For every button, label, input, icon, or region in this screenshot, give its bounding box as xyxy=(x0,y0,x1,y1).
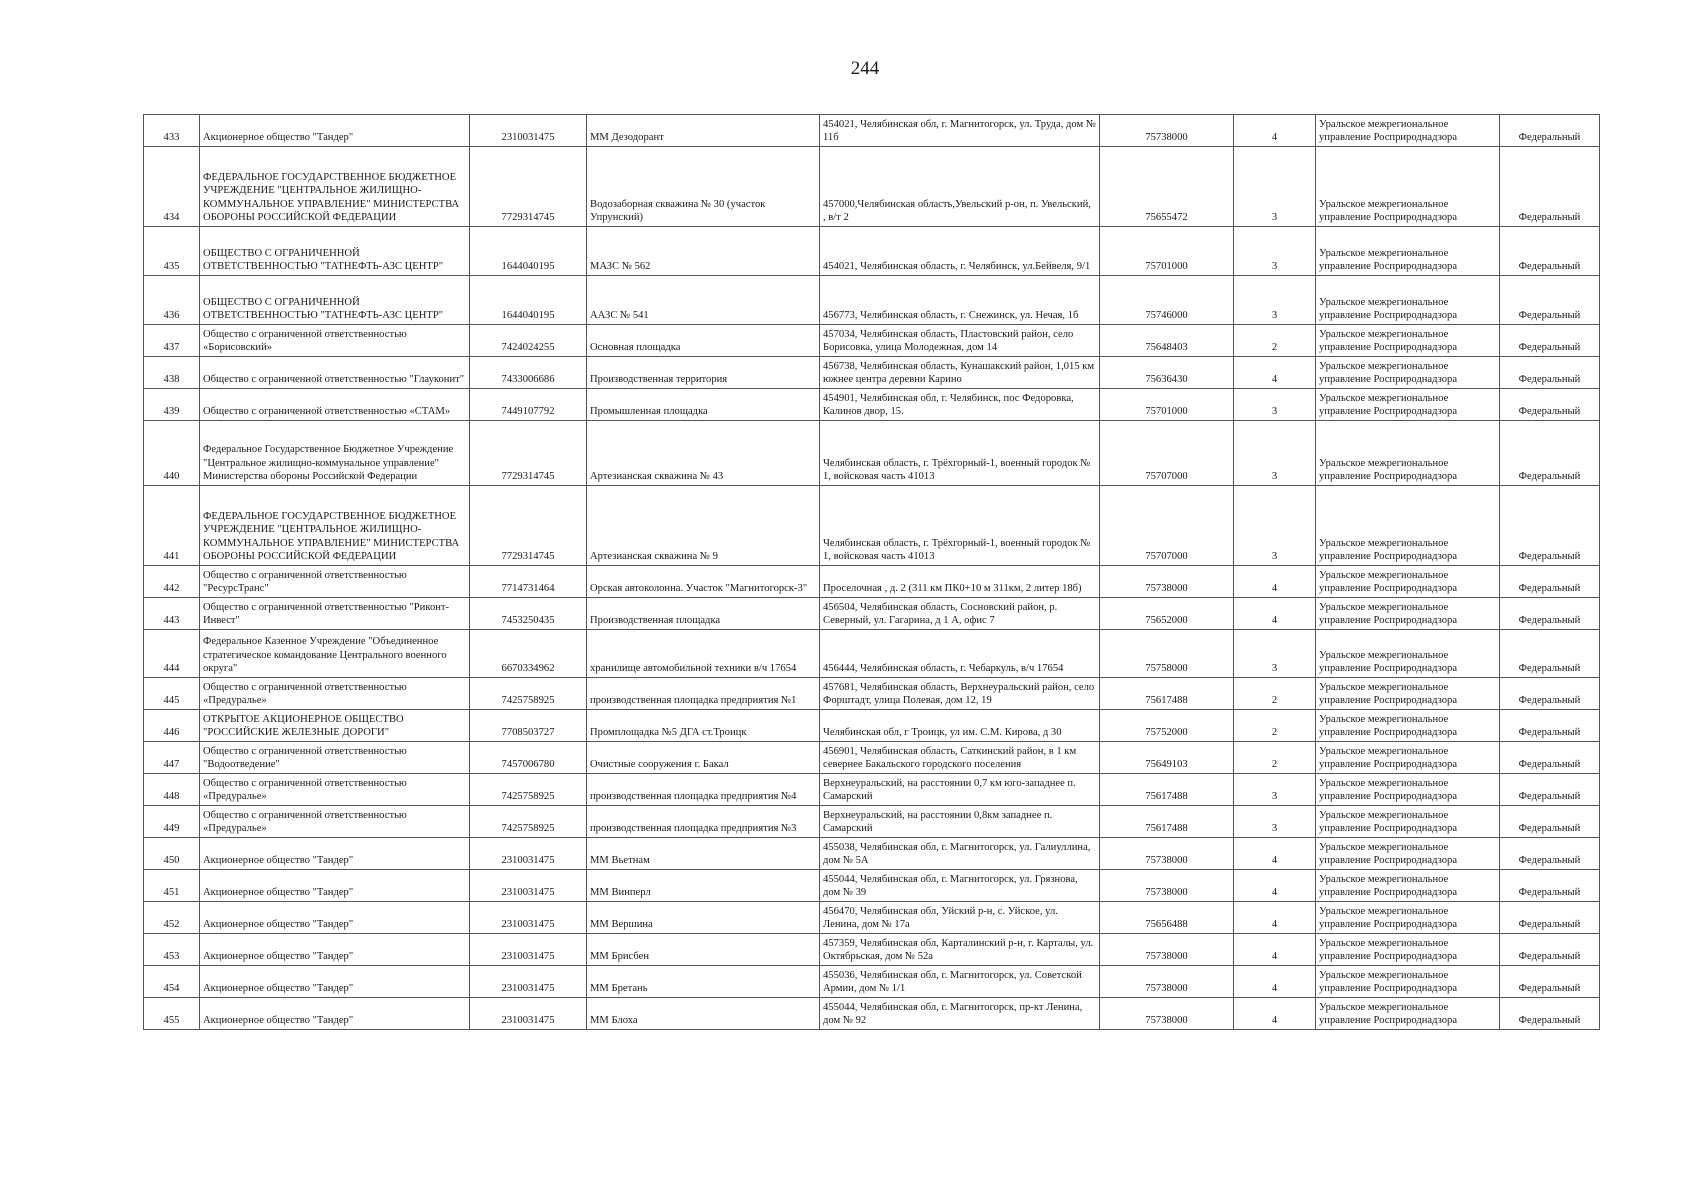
object-name: Промплощадка №5 ДГА ст.Троицк xyxy=(587,710,820,742)
oktmo-code: 75652000 xyxy=(1100,598,1234,630)
object-name: Производственная площадка xyxy=(587,598,820,630)
category: 4 xyxy=(1234,357,1316,389)
supervisory-authority: Уральское межрегиональное управление Росприроднадзора xyxy=(1316,742,1500,774)
oktmo-code: 75738000 xyxy=(1100,998,1234,1030)
table-row xyxy=(144,774,1600,806)
object-name: Основная площадка xyxy=(587,325,820,357)
oktmo-code: 75746000 xyxy=(1100,276,1234,325)
oktmo-code: 75648403 xyxy=(1100,325,1234,357)
supervisory-authority: Уральское межрегиональное управление Росприроднадзора xyxy=(1316,325,1500,357)
row-number: 435 xyxy=(144,227,200,276)
row-number: 439 xyxy=(144,389,200,421)
object-name: производственная площадка предприятия №4 xyxy=(587,774,820,806)
object-address: 457000,Челябинская область,Увельский р-он, п. Увельский, , в/т 2 xyxy=(820,147,1100,227)
registry-table xyxy=(143,114,1600,1030)
row-number: 438 xyxy=(144,357,200,389)
organization-name: ОБЩЕСТВО С ОГРАНИЧЕННОЙ ОТВЕТСТВЕННОСТЬЮ "ТАТНЕФТЬ-АЗС ЦЕНТР" xyxy=(200,276,470,325)
table-row xyxy=(144,838,1600,870)
oktmo-code: 75738000 xyxy=(1100,870,1234,902)
row-number: 436 xyxy=(144,276,200,325)
row-number: 441 xyxy=(144,486,200,566)
supervisory-authority: Уральское межрегиональное управление Росприроднадзора xyxy=(1316,389,1500,421)
table-row xyxy=(144,486,1600,566)
supervisory-authority: Уральское межрегиональное управление Росприроднадзора xyxy=(1316,147,1500,227)
organization-name: Акционерное общество "Тандер" xyxy=(200,966,470,998)
object-address: 456504, Челябинская область, Сосновский район, р. Северный, ул. Гагарина, д 1 А, офис 7 xyxy=(820,598,1100,630)
supervision-level: Федеральный xyxy=(1500,710,1600,742)
organization-name: Акционерное общество "Тандер" xyxy=(200,115,470,147)
row-number: 454 xyxy=(144,966,200,998)
table-row xyxy=(144,421,1600,486)
object-name: Водозаборная скважина № 30 (участок Упрунский) xyxy=(587,147,820,227)
supervision-level: Федеральный xyxy=(1500,325,1600,357)
supervision-level: Федеральный xyxy=(1500,486,1600,566)
organization-name: ОБЩЕСТВО С ОГРАНИЧЕННОЙ ОТВЕТСТВЕННОСТЬЮ "ТАТНЕФТЬ-АЗС ЦЕНТР" xyxy=(200,227,470,276)
supervisory-authority: Уральское межрегиональное управление Росприроднадзора xyxy=(1316,227,1500,276)
row-number: 445 xyxy=(144,678,200,710)
oktmo-code: 75738000 xyxy=(1100,966,1234,998)
table-row xyxy=(144,934,1600,966)
organization-name: Общество с ограниченной ответственностью "Водоотведение" xyxy=(200,742,470,774)
object-address: 454021, Челябинская обл, г. Магнитогорск, ул. Труда, дом № 11б xyxy=(820,115,1100,147)
supervisory-authority: Уральское межрегиональное управление Росприроднадзора xyxy=(1316,710,1500,742)
oktmo-code: 75701000 xyxy=(1100,227,1234,276)
category: 3 xyxy=(1234,806,1316,838)
inn: 7457006780 xyxy=(470,742,587,774)
inn: 2310031475 xyxy=(470,966,587,998)
table-row xyxy=(144,678,1600,710)
object-name: хранилище автомобильной техники в/ч 17654 xyxy=(587,630,820,678)
supervisory-authority: Уральское межрегиональное управление Росприроднадзора xyxy=(1316,806,1500,838)
row-number: 453 xyxy=(144,934,200,966)
supervisory-authority: Уральское межрегиональное управление Росприроднадзора xyxy=(1316,870,1500,902)
organization-name: Общество с ограниченной ответственностью "Глауконит" xyxy=(200,357,470,389)
supervision-level: Федеральный xyxy=(1500,838,1600,870)
supervision-level: Федеральный xyxy=(1500,389,1600,421)
category: 3 xyxy=(1234,421,1316,486)
object-address: 456470, Челябинская обл, Уйский р-н, с. Уйское, ул. Ленина, дом № 17а xyxy=(820,902,1100,934)
category: 4 xyxy=(1234,870,1316,902)
supervision-level: Федеральный xyxy=(1500,774,1600,806)
object-address: 457681, Челябинская область, Верхнеуральский район, село Форштадт, улица Полевая, дом 12, 19 xyxy=(820,678,1100,710)
category: 4 xyxy=(1234,998,1316,1030)
category: 3 xyxy=(1234,227,1316,276)
object-address: 455044, Челябинская обл, г. Магнитогорск, ул. Грязнова, дом № 39 xyxy=(820,870,1100,902)
oktmo-code: 75707000 xyxy=(1100,421,1234,486)
supervision-level: Федеральный xyxy=(1500,598,1600,630)
oktmo-code: 75707000 xyxy=(1100,486,1234,566)
organization-name: Общество с ограниченной ответственностью «Борисовский» xyxy=(200,325,470,357)
supervisory-authority: Уральское межрегиональное управление Росприроднадзора xyxy=(1316,998,1500,1030)
category: 4 xyxy=(1234,902,1316,934)
object-name: МАЗС № 562 xyxy=(587,227,820,276)
object-name: Артезианская скважина № 9 xyxy=(587,486,820,566)
object-address: 456901, Челябинская область, Саткинский район, в 1 км севернее Бакальского городского поселения xyxy=(820,742,1100,774)
table-row xyxy=(144,227,1600,276)
inn: 2310031475 xyxy=(470,902,587,934)
organization-name: Акционерное общество "Тандер" xyxy=(200,998,470,1030)
oktmo-code: 75617488 xyxy=(1100,806,1234,838)
organization-name: Акционерное общество "Тандер" xyxy=(200,902,470,934)
inn: 7425758925 xyxy=(470,806,587,838)
row-number: 434 xyxy=(144,147,200,227)
row-number: 449 xyxy=(144,806,200,838)
row-number: 455 xyxy=(144,998,200,1030)
row-number: 448 xyxy=(144,774,200,806)
object-name: ММ Бретань xyxy=(587,966,820,998)
oktmo-code: 75656488 xyxy=(1100,902,1234,934)
inn: 7425758925 xyxy=(470,678,587,710)
table-row xyxy=(144,389,1600,421)
category: 4 xyxy=(1234,566,1316,598)
object-name: ММ Брисбен xyxy=(587,934,820,966)
oktmo-code: 75617488 xyxy=(1100,678,1234,710)
organization-name: Акционерное общество "Тандер" xyxy=(200,870,470,902)
category: 2 xyxy=(1234,710,1316,742)
row-number: 450 xyxy=(144,838,200,870)
oktmo-code: 75738000 xyxy=(1100,934,1234,966)
supervision-level: Федеральный xyxy=(1500,357,1600,389)
oktmo-code: 75738000 xyxy=(1100,566,1234,598)
object-name: ММ Дезодорант xyxy=(587,115,820,147)
organization-name: Акционерное общество "Тандер" xyxy=(200,838,470,870)
supervision-level: Федеральный xyxy=(1500,678,1600,710)
supervisory-authority: Уральское межрегиональное управление Росприроднадзора xyxy=(1316,115,1500,147)
supervision-level: Федеральный xyxy=(1500,630,1600,678)
inn: 7708503727 xyxy=(470,710,587,742)
organization-name: Общество с ограниченной ответственностью «Предуралье» xyxy=(200,774,470,806)
object-address: Проселочная , д. 2 (311 км ПК0+10 м 311км, 2 литер 18б) xyxy=(820,566,1100,598)
supervision-level: Федеральный xyxy=(1500,870,1600,902)
object-address: 456738, Челябинская область, Кунашакский район, 1,015 км южнее центра деревни Карино xyxy=(820,357,1100,389)
row-number: 442 xyxy=(144,566,200,598)
inn: 7729314745 xyxy=(470,486,587,566)
table-row xyxy=(144,566,1600,598)
supervisory-authority: Уральское межрегиональное управление Росприроднадзора xyxy=(1316,486,1500,566)
object-name: ММ Вершина xyxy=(587,902,820,934)
row-number: 451 xyxy=(144,870,200,902)
inn: 2310031475 xyxy=(470,998,587,1030)
object-name: Производственная территория xyxy=(587,357,820,389)
organization-name: ОТКРЫТОЕ АКЦИОНЕРНОЕ ОБЩЕСТВО "РОССИЙСКИЕ ЖЕЛЕЗНЫЕ ДОРОГИ" xyxy=(200,710,470,742)
row-number: 447 xyxy=(144,742,200,774)
object-name: Орская автоколонна. Участок "Магнитогорск-3" xyxy=(587,566,820,598)
object-name: Промышленная площадка xyxy=(587,389,820,421)
category: 2 xyxy=(1234,325,1316,357)
supervision-level: Федеральный xyxy=(1500,421,1600,486)
object-address: Челябинская обл, г Троицк, ул им. С.М. Кирова, д 30 xyxy=(820,710,1100,742)
object-address: 454021, Челябинская область, г. Челябинск, ул.Бейвеля, 9/1 xyxy=(820,227,1100,276)
inn: 6670334962 xyxy=(470,630,587,678)
object-address: 456773, Челябинская область, г. Снежинск, ул. Нечая, 1б xyxy=(820,276,1100,325)
object-address: 454901, Челябинская обл, г. Челябинск, пос Федоровка, Калинов двор, 15. xyxy=(820,389,1100,421)
supervision-level: Федеральный xyxy=(1500,934,1600,966)
inn: 7714731464 xyxy=(470,566,587,598)
supervisory-authority: Уральское межрегиональное управление Росприроднадзора xyxy=(1316,966,1500,998)
table-row xyxy=(144,806,1600,838)
inn: 2310031475 xyxy=(470,115,587,147)
supervisory-authority: Уральское межрегиональное управление Росприроднадзора xyxy=(1316,357,1500,389)
category: 4 xyxy=(1234,838,1316,870)
category: 4 xyxy=(1234,598,1316,630)
table-row xyxy=(144,710,1600,742)
supervisory-authority: Уральское межрегиональное управление Росприроднадзора xyxy=(1316,838,1500,870)
supervision-level: Федеральный xyxy=(1500,742,1600,774)
row-number: 443 xyxy=(144,598,200,630)
organization-name: Акционерное общество "Тандер" xyxy=(200,934,470,966)
table-row xyxy=(144,966,1600,998)
object-name: производственная площадка предприятия №3 xyxy=(587,806,820,838)
table-row xyxy=(144,902,1600,934)
supervisory-authority: Уральское межрегиональное управление Росприроднадзора xyxy=(1316,678,1500,710)
object-address: 455036, Челябинская обл, г. Магнитогорск, ул. Советской Армии, дом № 1/1 xyxy=(820,966,1100,998)
supervision-level: Федеральный xyxy=(1500,902,1600,934)
supervision-level: Федеральный xyxy=(1500,806,1600,838)
supervision-level: Федеральный xyxy=(1500,115,1600,147)
supervision-level: Федеральный xyxy=(1500,966,1600,998)
row-number: 452 xyxy=(144,902,200,934)
organization-name: ФЕДЕРАЛЬНОЕ ГОСУДАРСТВЕННОЕ БЮДЖЕТНОЕ УЧРЕЖДЕНИЕ "ЦЕНТРАЛЬНОЕ ЖИЛИЩНО-КОММУНАЛЬНОЕ УПРАВЛЕНИЕ" МИНИСТЕРСТВА ОБОРОНЫ РОССИЙСКОЙ ФЕДЕРАЦИИ xyxy=(200,147,470,227)
oktmo-code: 75752000 xyxy=(1100,710,1234,742)
organization-name: Федеральное Казенное Учреждение "Объединенное стратегическое командование Центрального военного округа" xyxy=(200,630,470,678)
oktmo-code: 75758000 xyxy=(1100,630,1234,678)
inn: 7425758925 xyxy=(470,774,587,806)
supervisory-authority: Уральское межрегиональное управление Росприроднадзора xyxy=(1316,421,1500,486)
table-row xyxy=(144,998,1600,1030)
row-number: 444 xyxy=(144,630,200,678)
table-row xyxy=(144,357,1600,389)
category: 3 xyxy=(1234,486,1316,566)
object-name: ММ Блоха xyxy=(587,998,820,1030)
inn: 2310031475 xyxy=(470,934,587,966)
category: 3 xyxy=(1234,147,1316,227)
oktmo-code: 75617488 xyxy=(1100,774,1234,806)
oktmo-code: 75636430 xyxy=(1100,357,1234,389)
inn: 7449107792 xyxy=(470,389,587,421)
row-number: 440 xyxy=(144,421,200,486)
inn: 7729314745 xyxy=(470,147,587,227)
oktmo-code: 75701000 xyxy=(1100,389,1234,421)
table-row xyxy=(144,742,1600,774)
supervision-level: Федеральный xyxy=(1500,276,1600,325)
table-row xyxy=(144,115,1600,147)
organization-name: Общество с ограниченной ответственностью «Предуралье» xyxy=(200,678,470,710)
object-name: ММ Вьетнам xyxy=(587,838,820,870)
inn: 2310031475 xyxy=(470,838,587,870)
table-row xyxy=(144,870,1600,902)
object-address: Челябинская область, г. Трёхгорный-1, военный городок № 1, войсковая часть 41013 xyxy=(820,421,1100,486)
table-row xyxy=(144,276,1600,325)
category: 3 xyxy=(1234,774,1316,806)
row-number: 433 xyxy=(144,115,200,147)
supervisory-authority: Уральское межрегиональное управление Росприроднадзора xyxy=(1316,774,1500,806)
row-number: 437 xyxy=(144,325,200,357)
supervision-level: Федеральный xyxy=(1500,227,1600,276)
supervisory-authority: Уральское межрегиональное управление Росприроднадзора xyxy=(1316,630,1500,678)
table-row xyxy=(144,147,1600,227)
inn: 1644040195 xyxy=(470,227,587,276)
table-row xyxy=(144,598,1600,630)
organization-name: Общество с ограниченной ответственностью "Риконт-Инвест" xyxy=(200,598,470,630)
inn: 1644040195 xyxy=(470,276,587,325)
object-address: Верхнеуральский, на расстоянии 0,7 км юго-западнее п. Самарский xyxy=(820,774,1100,806)
object-address: 457359, Челябинская обл, Карталинский р-н, г. Карталы, ул. Октябрьская, дом № 52а xyxy=(820,934,1100,966)
oktmo-code: 75738000 xyxy=(1100,115,1234,147)
supervisory-authority: Уральское межрегиональное управление Росприроднадзора xyxy=(1316,276,1500,325)
object-name: производственная площадка предприятия №1 xyxy=(587,678,820,710)
oktmo-code: 75738000 xyxy=(1100,838,1234,870)
object-name: Артезианская скважина № 43 xyxy=(587,421,820,486)
inn: 7433006686 xyxy=(470,357,587,389)
organization-name: Общество с ограниченной ответственностью "РесурсТранс" xyxy=(200,566,470,598)
organization-name: ФЕДЕРАЛЬНОЕ ГОСУДАРСТВЕННОЕ БЮДЖЕТНОЕ УЧРЕЖДЕНИЕ "ЦЕНТРАЛЬНОЕ ЖИЛИЩНО-КОММУНАЛЬНОЕ УПРАВЛЕНИЕ" МИНИСТЕРСТВА ОБОРОНЫ РОССИЙСКОЙ ФЕДЕРАЦИИ xyxy=(200,486,470,566)
organization-name: Общество с ограниченной ответственностью «СТАМ» xyxy=(200,389,470,421)
object-address: 456444, Челябинская область, г. Чебаркуль, в/ч 17654 xyxy=(820,630,1100,678)
registry-rows xyxy=(144,115,1600,1030)
inn: 7424024255 xyxy=(470,325,587,357)
supervision-level: Федеральный xyxy=(1500,998,1600,1030)
object-address: 455038, Челябинская обл, г. Магнитогорск, ул. Галиуллина, дом № 5А xyxy=(820,838,1100,870)
object-name: Очистные сооружения г. Бакал xyxy=(587,742,820,774)
organization-name: Общество с ограниченной ответственностью «Предуралье» xyxy=(200,806,470,838)
object-name: ААЗС № 541 xyxy=(587,276,820,325)
supervision-level: Федеральный xyxy=(1500,147,1600,227)
page-number: 244 xyxy=(850,58,880,79)
category: 2 xyxy=(1234,742,1316,774)
category: 3 xyxy=(1234,276,1316,325)
organization-name: Федеральное Государственное Бюджетное Учреждение "Центральное жилищно-коммунальное управление" Министерства обороны Российской Федерации xyxy=(200,421,470,486)
inn: 7453250435 xyxy=(470,598,587,630)
category: 3 xyxy=(1234,389,1316,421)
object-address: 457034, Челябинская область, Пластовский район, село Борисовка, улица Молодежная, дом 14 xyxy=(820,325,1100,357)
category: 4 xyxy=(1234,966,1316,998)
supervision-level: Федеральный xyxy=(1500,566,1600,598)
supervisory-authority: Уральское межрегиональное управление Росприроднадзора xyxy=(1316,598,1500,630)
oktmo-code: 75655472 xyxy=(1100,147,1234,227)
supervisory-authority: Уральское межрегиональное управление Росприроднадзора xyxy=(1316,902,1500,934)
inn: 2310031475 xyxy=(470,870,587,902)
inn: 7729314745 xyxy=(470,421,587,486)
category: 4 xyxy=(1234,115,1316,147)
table-row xyxy=(144,630,1600,678)
category: 3 xyxy=(1234,630,1316,678)
category: 2 xyxy=(1234,678,1316,710)
object-address: 455044, Челябинская обл, г. Магнитогорск, пр-кт Ленина, дом № 92 xyxy=(820,998,1100,1030)
supervisory-authority: Уральское межрегиональное управление Росприроднадзора xyxy=(1316,566,1500,598)
category: 4 xyxy=(1234,934,1316,966)
supervisory-authority: Уральское межрегиональное управление Росприроднадзора xyxy=(1316,934,1500,966)
table-row xyxy=(144,325,1600,357)
object-name: ММ Винперл xyxy=(587,870,820,902)
row-number: 446 xyxy=(144,710,200,742)
oktmo-code: 75649103 xyxy=(1100,742,1234,774)
object-address: Челябинская область, г. Трёхгорный-1, военный городок № 1, войсковая часть 41013 xyxy=(820,486,1100,566)
object-address: Верхнеуральский, на расстоянии 0,8км западнее п. Самарский xyxy=(820,806,1100,838)
